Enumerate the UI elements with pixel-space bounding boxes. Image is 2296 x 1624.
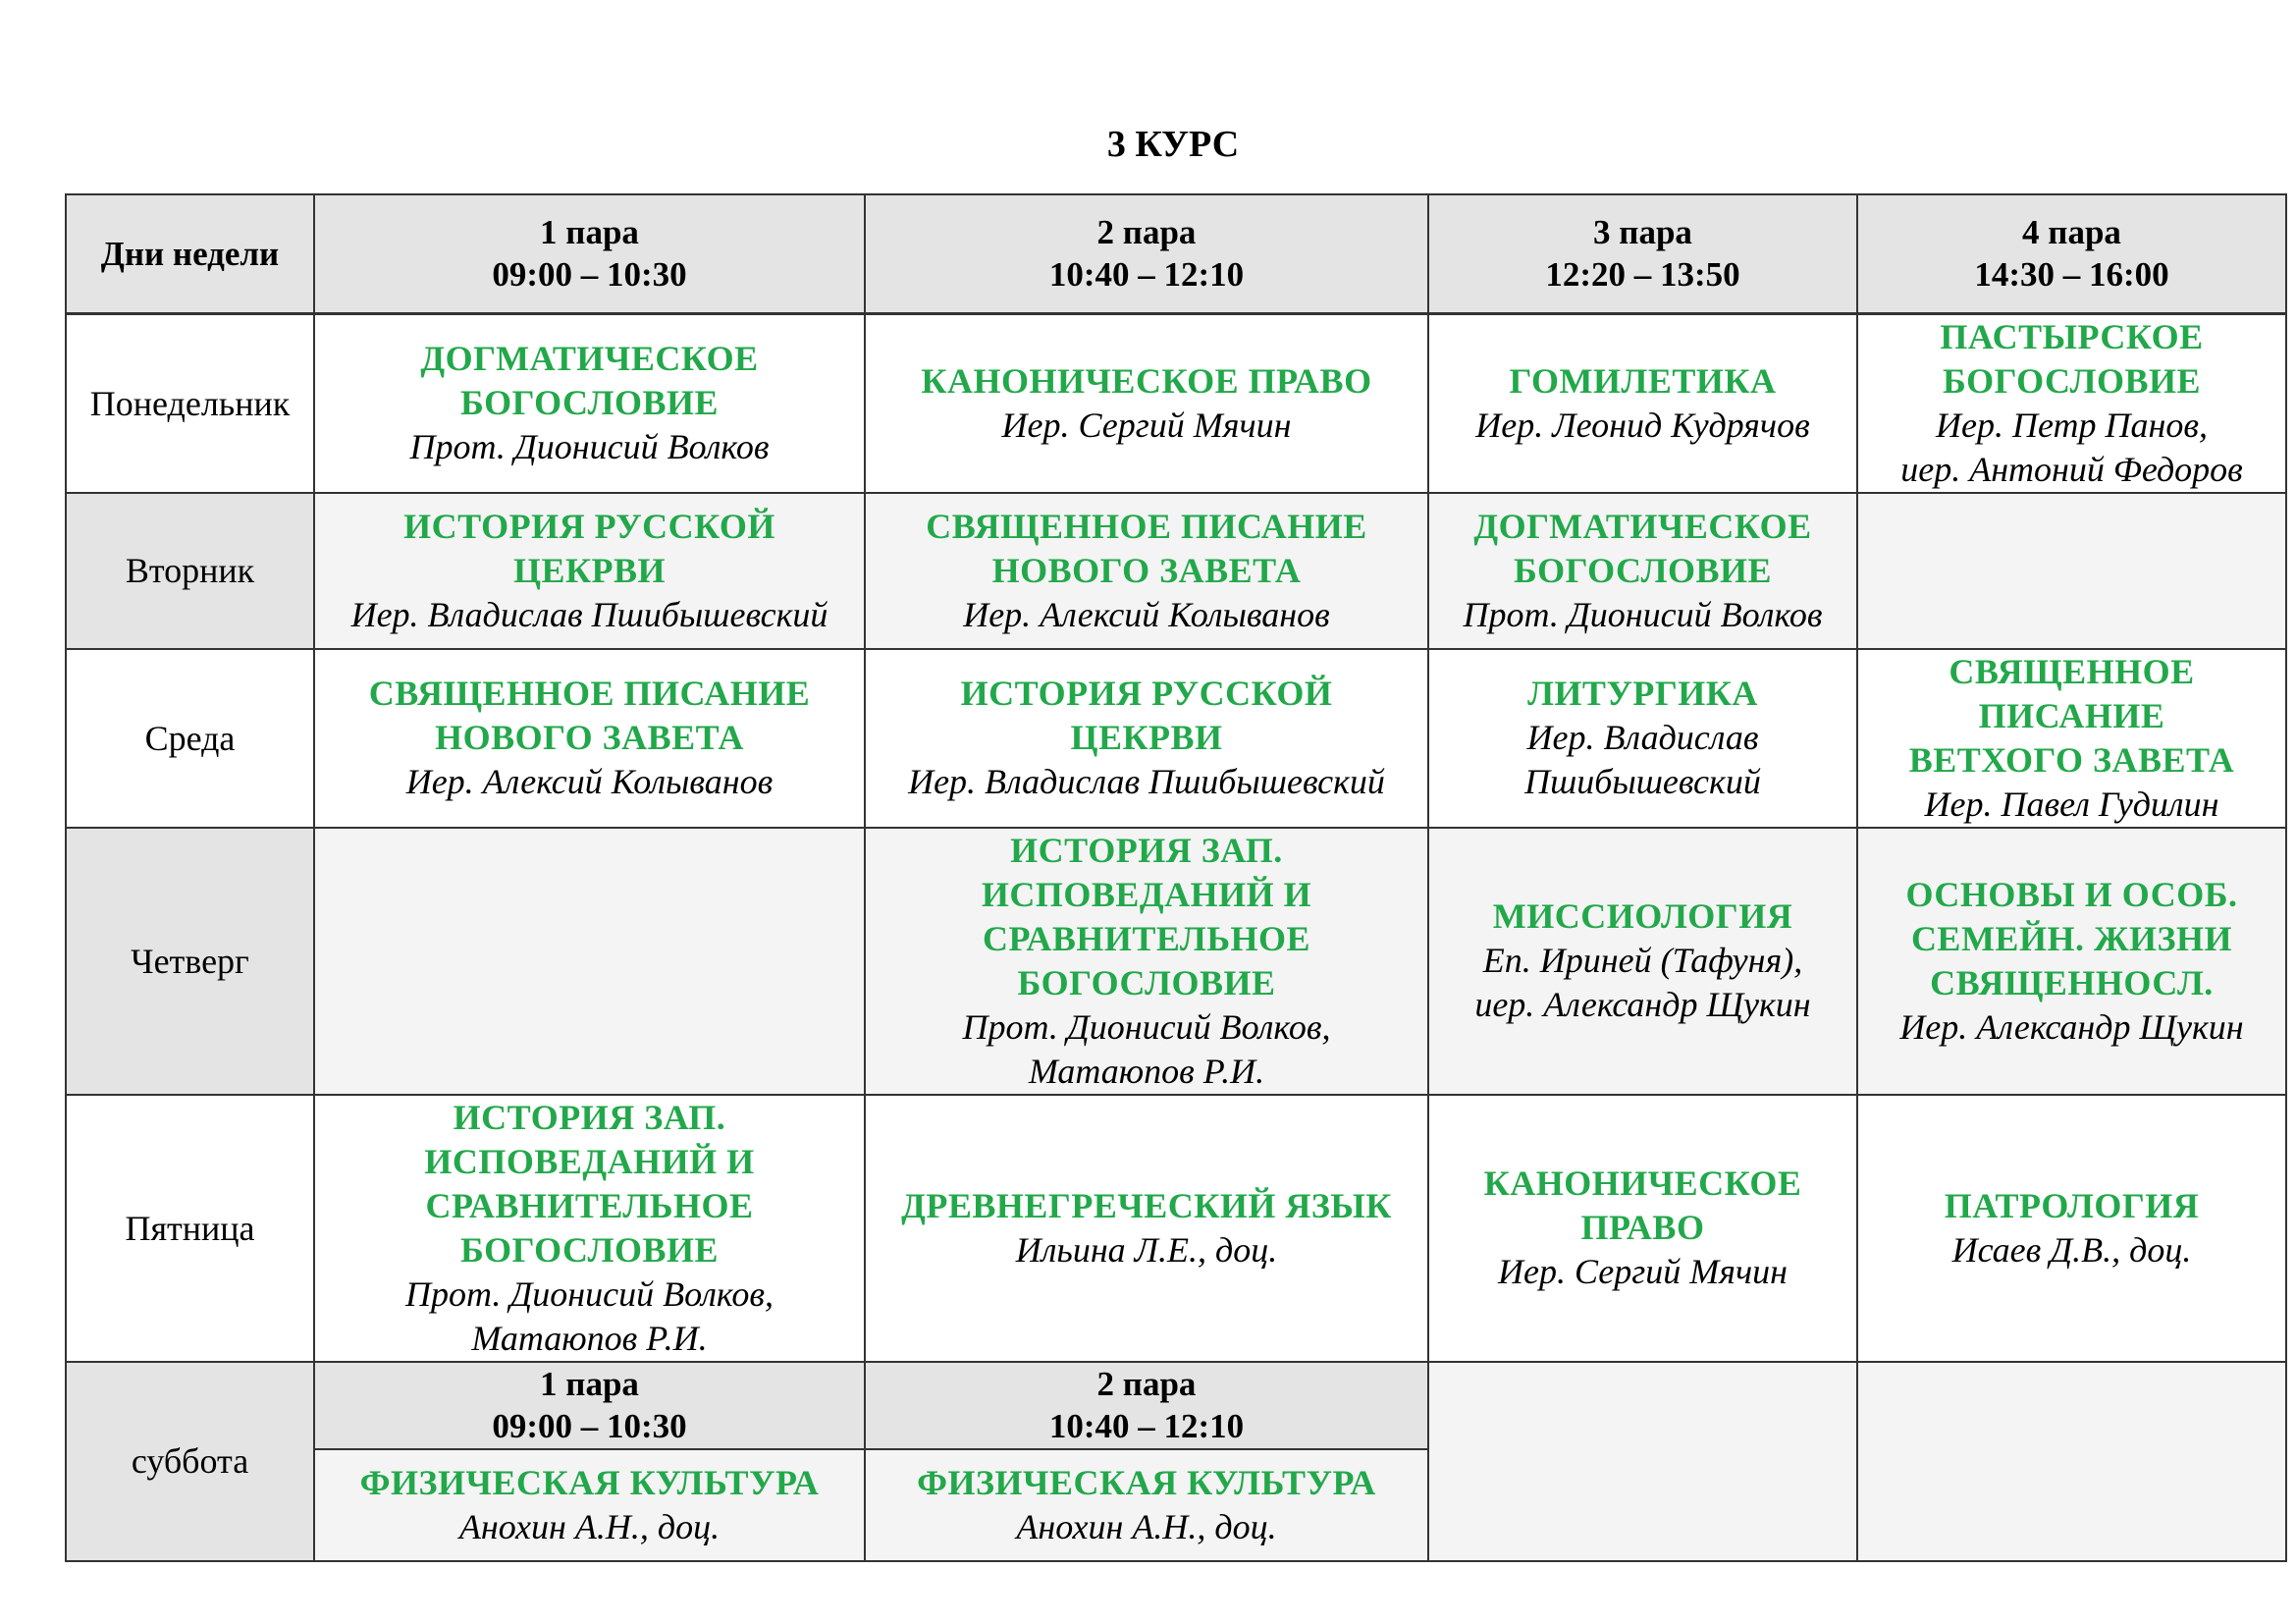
subject-name: СВЯЩЕННОЕ [1949, 651, 2195, 691]
schedule-table [65, 193, 2287, 1562]
teacher-name: Иер. Леонид Кудрячов [1475, 405, 1810, 445]
subject-name: ДОГМАТИЧЕСКОЕ [420, 339, 759, 378]
subject-name: СВЯЩЕННОСЛ. [1930, 962, 2214, 1002]
header-slot-3: 3 пара 12:20 – 13:50 [1428, 194, 1857, 313]
subject-name: ДОГМАТИЧЕСКОЕ [1473, 506, 1812, 546]
subject-name: ИСТОРИЯ ЗАП. [453, 1097, 726, 1137]
teacher-name: Иер. Сергий Мячин [1497, 1252, 1788, 1291]
day-label: Вторник [66, 493, 314, 649]
lesson-cell [314, 649, 865, 828]
subject-name: СРАВНИТЕЛЬНОЕ [982, 918, 1311, 958]
subject-name: ПАТРОЛОГИЯ [1944, 1185, 2200, 1225]
subject-name: ПРАВО [1580, 1208, 1705, 1247]
subject-name: ИСТОРИЯ РУССКОЙ [403, 506, 775, 546]
day-label: Понедельник [66, 313, 314, 493]
teacher-name: Иер. Сергий Мячин [1001, 405, 1292, 445]
teacher-name: иер. Антоний Федоров [1900, 449, 2243, 489]
teacher-name: Прот. Дионисий Волков [409, 427, 770, 466]
teacher-name: Иер. Александр Щукин [1899, 1006, 2244, 1047]
teacher-name: Матаюпов Р.И. [471, 1318, 708, 1358]
subject-name: ИСТОРИЯ РУССКОЙ [960, 674, 1333, 713]
lesson-cell [865, 1449, 1428, 1561]
subject-name: СВЯЩЕННОЕ ПИСАНИЕ [368, 674, 811, 713]
subject-name: ПАСТЫРСКОЕ [1940, 316, 2204, 356]
saturday-slot-2: 2 пара 10:40 – 12:10 [865, 1362, 1428, 1449]
lesson-cell [1857, 828, 2286, 1095]
row-saturday-header [66, 1362, 2286, 1449]
lesson-cell [865, 828, 1428, 1095]
header-days: Дни недели [66, 194, 314, 313]
teacher-name: Иер. Петр Панов, [1936, 405, 2208, 445]
subject-name: ЛИТУРГИКА [1527, 674, 1758, 713]
subject-name: ФИЗИЧЕСКАЯ КУЛЬТУРА [359, 1462, 820, 1502]
day-label: Четверг [66, 828, 314, 1095]
subject-name: НОВОГО ЗАВЕТА [991, 550, 1302, 590]
subject-name: НОВОГО ЗАВЕТА [435, 718, 744, 757]
teacher-name: Пшибышевский [1524, 762, 1761, 801]
lesson-cell [314, 313, 865, 493]
subject-name: БОГОСЛОВИЕ [1514, 550, 1772, 590]
lesson-cell [314, 1449, 865, 1561]
subject-name: МИССИОЛОГИЯ [1492, 896, 1793, 936]
lesson-cell [314, 493, 865, 649]
subject-name: БОГОСЛОВИЕ [460, 383, 719, 422]
teacher-name: Исаев Д.В., доц. [1951, 1229, 2192, 1270]
teacher-name: Прот. Дионисий Волков [1463, 594, 1823, 634]
header-slot-1: 1 пара 09:00 – 10:30 [314, 194, 865, 313]
lesson-cell [1857, 1095, 2286, 1362]
lesson-cell [1428, 649, 1857, 828]
subject-name: ИСПОВЕДАНИЙ И [424, 1141, 755, 1181]
empty-cell [1857, 493, 2286, 649]
teacher-name: Иер. Владислав Пшибышевский [908, 762, 1385, 801]
lesson-cell [314, 1095, 865, 1362]
subject-name: ИСПОВЕДАНИЙ И [981, 874, 1312, 914]
subject-name: ЦЕКРВИ [512, 550, 667, 590]
subject-name: ИСТОРИЯ ЗАП. [1010, 830, 1283, 870]
lesson-cell [1428, 828, 1857, 1095]
row-tuesday [66, 493, 2286, 649]
teacher-name: Матаюпов Р.И. [1028, 1051, 1265, 1091]
day-label: Пятница [66, 1095, 314, 1362]
row-wednesday [66, 649, 2286, 828]
lesson-cell [865, 1095, 1428, 1362]
teacher-name: иер. Александр Щукин [1474, 985, 1811, 1024]
subject-name: СЕМЕЙН. ЖИЗНИ [1910, 918, 2233, 958]
subject-name: ПИСАНИЕ [1978, 695, 2165, 735]
subject-name: ВЕТХОГО ЗАВЕТА [1908, 739, 2235, 780]
teacher-name: Ильина Л.Е., доц. [1015, 1229, 1278, 1270]
subject-name: ДРЕВНЕГРЕЧЕСКИЙ ЯЗЫК [901, 1185, 1392, 1225]
subject-name: БОГОСЛОВИЕ [1017, 962, 1276, 1002]
teacher-name: Еп. Ириней (Тафуня), [1482, 941, 1803, 980]
teacher-name: Иер. Алексий Колыванов [963, 594, 1330, 634]
page-title: 3 КУРС [1106, 124, 1240, 165]
lesson-cell [1857, 313, 2286, 493]
subject-name: СРАВНИТЕЛЬНОЕ [425, 1185, 754, 1225]
teacher-name: Прот. Дионисий Волков, [962, 1006, 1331, 1047]
header-slot-4: 4 пара 14:30 – 16:00 [1857, 194, 2286, 313]
teacher-name: Прот. Дионисий Волков, [404, 1273, 774, 1314]
teacher-name: Иер. Владислав [1526, 718, 1759, 757]
empty-cell [314, 828, 865, 1095]
lesson-cell [1428, 493, 1857, 649]
subject-name: БОГОСЛОВИЕ [1943, 360, 2201, 401]
subject-name: СВЯЩЕННОЕ ПИСАНИЕ [926, 506, 1367, 546]
lesson-cell [1428, 1095, 1857, 1362]
lesson-cell [865, 493, 1428, 649]
subject-name: КАНОНИЧЕСКОЕ [1483, 1164, 1802, 1203]
row-monday [66, 313, 2286, 493]
row-friday [66, 1095, 2286, 1362]
empty-cell [1857, 1362, 2286, 1561]
subject-name: ЦЕКРВИ [1070, 718, 1223, 757]
teacher-name: Анохин А.Н., доц. [458, 1506, 721, 1546]
teacher-name: Иер. Алексий Колыванов [405, 762, 774, 801]
header-row [66, 194, 2286, 313]
subject-name: ФИЗИЧЕСКАЯ КУЛЬТУРА [917, 1462, 1376, 1502]
day-label: суббота [66, 1362, 314, 1561]
subject-name: ОСНОВЫ И ОСОБ. [1905, 874, 2238, 914]
subject-name: ГОМИЛЕТИКА [1509, 360, 1777, 401]
teacher-name: Анохин А.Н., доц. [1016, 1506, 1277, 1546]
lesson-cell [1428, 313, 1857, 493]
subject-name: БОГОСЛОВИЕ [460, 1229, 719, 1270]
subject-name: КАНОНИЧЕСКОЕ ПРАВО [921, 360, 1372, 401]
empty-cell [1428, 1362, 1857, 1561]
teacher-name: Иер. Павел Гудилин [1924, 784, 2219, 824]
day-label: Среда [66, 649, 314, 828]
header-slot-2: 2 пара 10:40 – 12:10 [865, 194, 1428, 313]
teacher-name: Иер. Владислав Пшибышевский [350, 594, 828, 634]
lesson-cell [865, 649, 1428, 828]
saturday-slot-1: 1 пара 09:00 – 10:30 [314, 1362, 865, 1449]
row-thursday [66, 828, 2286, 1095]
lesson-cell [1857, 649, 2286, 828]
lesson-cell [865, 313, 1428, 493]
